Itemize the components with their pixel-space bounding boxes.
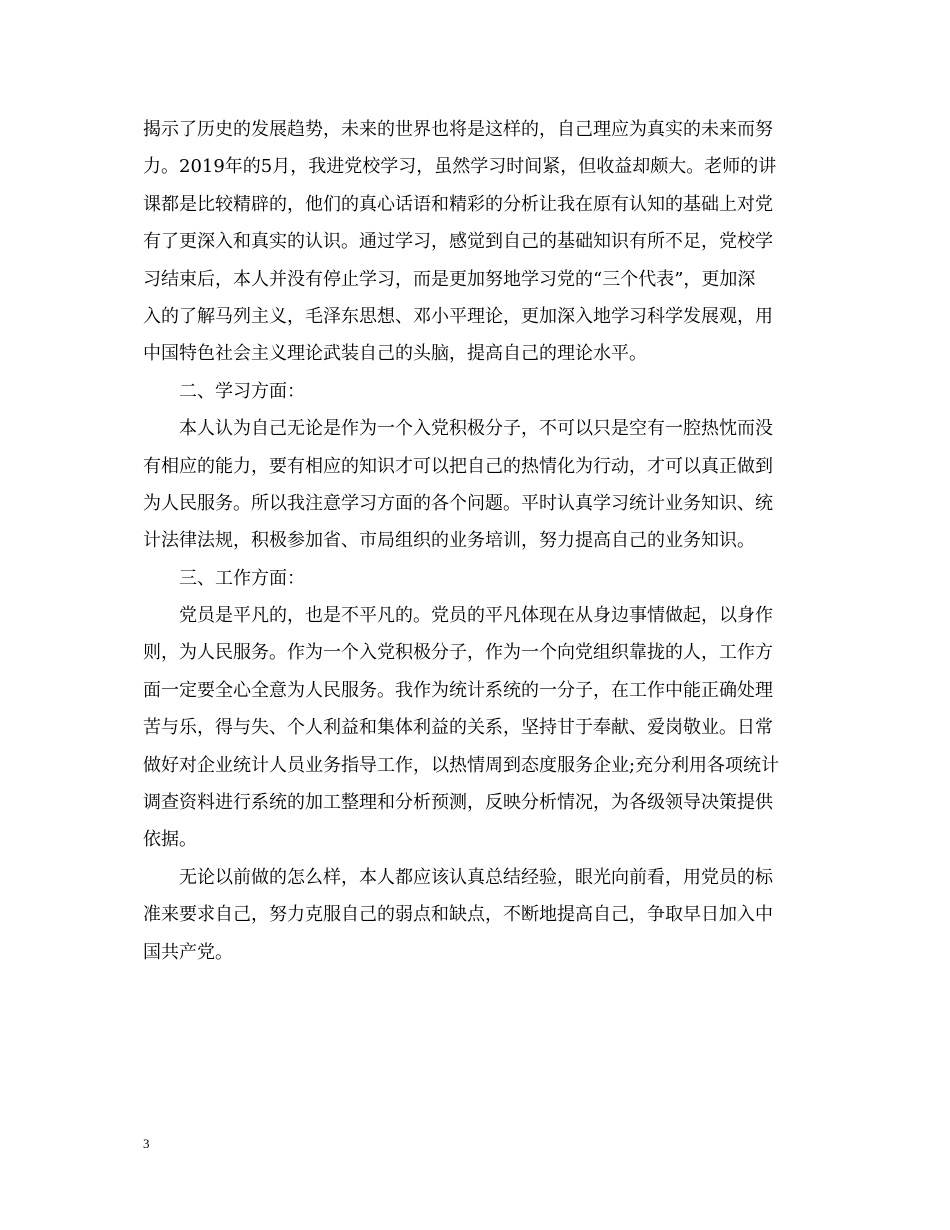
section-heading-work: 三、工作方面： <box>179 567 305 589</box>
text-line: 做好对企业统计人员业务指导工作，以热情周到态度服务企业;充分利用各项统计 <box>143 754 780 776</box>
text-line: 调查资料进行系统的加工整理和分析预测，反映分析情况，为各级领导决策提供 <box>143 792 773 814</box>
text-line: 则，为人民服务。作为一个入党积极分子，作为一个向党组织靠拢的人，工作方 <box>143 642 773 664</box>
text-line: 有了更深入和真实的认识。通过学习，感觉到自己的基础知识有所不足，党校学 <box>143 231 773 253</box>
text-line: 面一定要全心全意为人民服务。我作为统计系统的一分子，在工作中能正确处理 <box>143 679 773 701</box>
text-line: 依据。 <box>143 829 197 851</box>
text-line: 习结束后，本人并没有停止学习，而是更加努地学习党的“三个代表”，更加深 <box>143 268 756 290</box>
section-heading-study: 二、学习方面： <box>179 380 305 402</box>
page-number: 3 <box>143 1136 150 1151</box>
text-line: 苦与乐，得与失、个人利益和集体利益的关系，坚持甘于奉献、爱岗敬业。日常 <box>143 717 773 739</box>
text-line: 中国特色社会主义理论武装自己的头脑，提高自己的理论水平。 <box>143 343 647 365</box>
text-line: 揭示了历史的发展趋势，未来的世界也将是这样的，自己理应为真实的未来而努 <box>143 119 773 140</box>
text-line: 国共产党。 <box>143 941 233 963</box>
text-line: 党员是平凡的，也是不平凡的。党员的平凡体现在从身边事情做起，以身作 <box>179 605 773 627</box>
text-line: 为人民服务。所以我注意学习方面的各个问题。平时认真学习统计业务知识、统 <box>143 492 773 514</box>
text-line: 计法律法规，积极参加省、市局组织的业务培训，努力提高自己的业务知识。 <box>143 530 755 552</box>
text-line: 有相应的能力，要有相应的知识才可以把自己的热情化为行动，才可以真正做到 <box>143 455 773 477</box>
text-line: 力。2019年的5月，我进党校学习，虽然学习时间紧，但收益却颇大。老师的讲 <box>143 156 777 178</box>
text-line: 本人认为自己无论是作为一个入党积极分子，不可以只是空有一腔热忱而没 <box>179 418 773 440</box>
text-line: 课都是比较精辟的，他们的真心话语和精彩的分析让我在原有认知的基础上对党 <box>143 193 773 215</box>
text-line: 无论以前做的怎么样，本人都应该认真总结经验，眼光向前看，用党员的标 <box>179 866 773 888</box>
text-line: 准来要求自己，努力克服自己的弱点和缺点，不断地提高自己，争取早日加入中 <box>143 904 773 926</box>
body-text <box>143 111 811 971</box>
text-line: 入的了解马列主义，毛泽东思想、邓小平理论，更加深入地学习科学发展观，用 <box>143 305 773 327</box>
